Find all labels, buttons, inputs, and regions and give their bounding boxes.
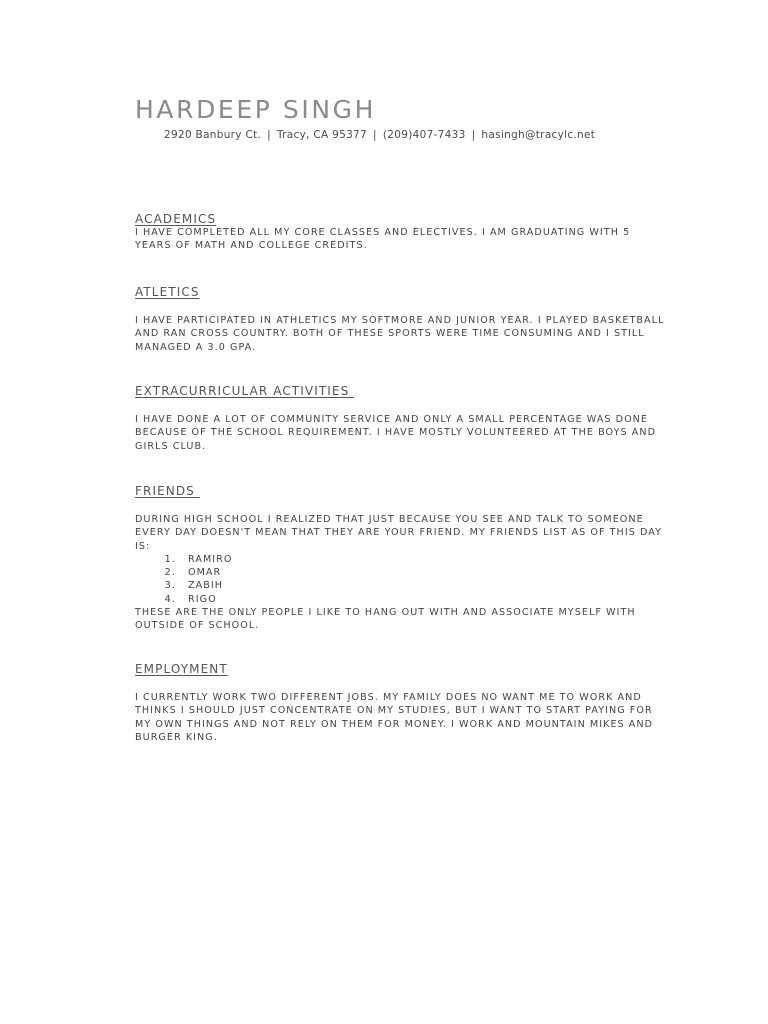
section-title-academics: ACADEMICS <box>135 212 217 226</box>
section-employment <box>135 662 665 744</box>
contact-separator: | <box>267 129 271 141</box>
academics-text: I HAVE COMPLETED ALL MY CORE CLASSES AND ELECTIVES. I AM GRADUATING WITH 5 YEARS OF MATH AND COLLEGE CREDITS. <box>135 227 631 252</box>
resume-page <box>135 95 665 743</box>
employment-text: I CURRENTLY WORK TWO DIFFERENT JOBS. MY FAMILY DOES NO WANT ME TO WORK AND THINKS I SHOULD JUST CONCENTRATE ON MY STUDIES, BUT I WANT TO START PAYING FOR MY OWN THINGS AND NOT RELY ON THEM FOR MONEY. I WORK AND MOUNTAIN MIKES AND BURGER KING. <box>135 692 654 743</box>
section-title-athletics: ATLETICS <box>135 285 200 299</box>
contact-city: Tracy, CA 95377 <box>276 129 368 141</box>
friends-intro: DURING HIGH SCHOOL I REALIZED THAT JUST BECAUSE YOU SEE AND TALK TO SOMEONE EVERY DAY DOESN'T MEAN THAT THEY ARE YOUR FRIEND. MY FRIENDS LIST AS OF THIS DAY IS: <box>135 514 662 552</box>
list-item: 2. OMAR <box>180 566 665 579</box>
resume-name: HARDEEP SINGH <box>135 95 377 124</box>
contact-phone: (209)407-7433 <box>382 129 466 141</box>
contact-separator: | <box>373 129 377 141</box>
section-extracurricular <box>135 384 665 453</box>
section-athletics <box>135 285 665 354</box>
contact-separator: | <box>471 129 476 141</box>
section-friends <box>135 484 665 633</box>
contact-address: 2920 Banbury Ct. <box>164 129 262 141</box>
section-title-employment: EMPLOYMENT <box>135 662 228 676</box>
section-academics <box>135 212 665 253</box>
section-title-extracurricular: EXTRACURRICULAR ACTIVITIES <box>135 384 355 398</box>
list-item: 1. RAMIRO <box>180 553 665 566</box>
list-item: 4. RIGO <box>180 593 665 606</box>
friends-list <box>135 553 665 606</box>
contact-email: hasingh@tracylc.net <box>481 129 596 141</box>
section-title-friends: FRIENDS <box>135 484 200 498</box>
athletics-text: I HAVE PARTICIPATED IN ATHLETICS MY SOFTMORE AND JUNIOR YEAR. I PLAYED BASKETBALL AND RAN CROSS COUNTRY. BOTH OF THESE SPORTS WERE TIME CONSUMING AND I STILL MANAGED A 3.0 GPA. <box>135 315 665 353</box>
list-item: 3. ZABIH <box>180 579 665 592</box>
extracurricular-text: I HAVE DONE A LOT OF COMMUNITY SERVICE AND ONLY A SMALL PERCENTAGE WAS DONE BECAUSE OF THE SCHOOL REQUIREMENT. I HAVE MOSTLY VOLUNTEERED AT THE BOYS AND GIRLS CLUB. <box>135 414 657 452</box>
contact-line <box>164 129 665 141</box>
friends-outro: THESE ARE THE ONLY PEOPLE I LIKE TO HANG OUT WITH AND ASSOCIATE MYSELF WITH OUTSIDE OF SCHOOL. <box>135 607 636 632</box>
